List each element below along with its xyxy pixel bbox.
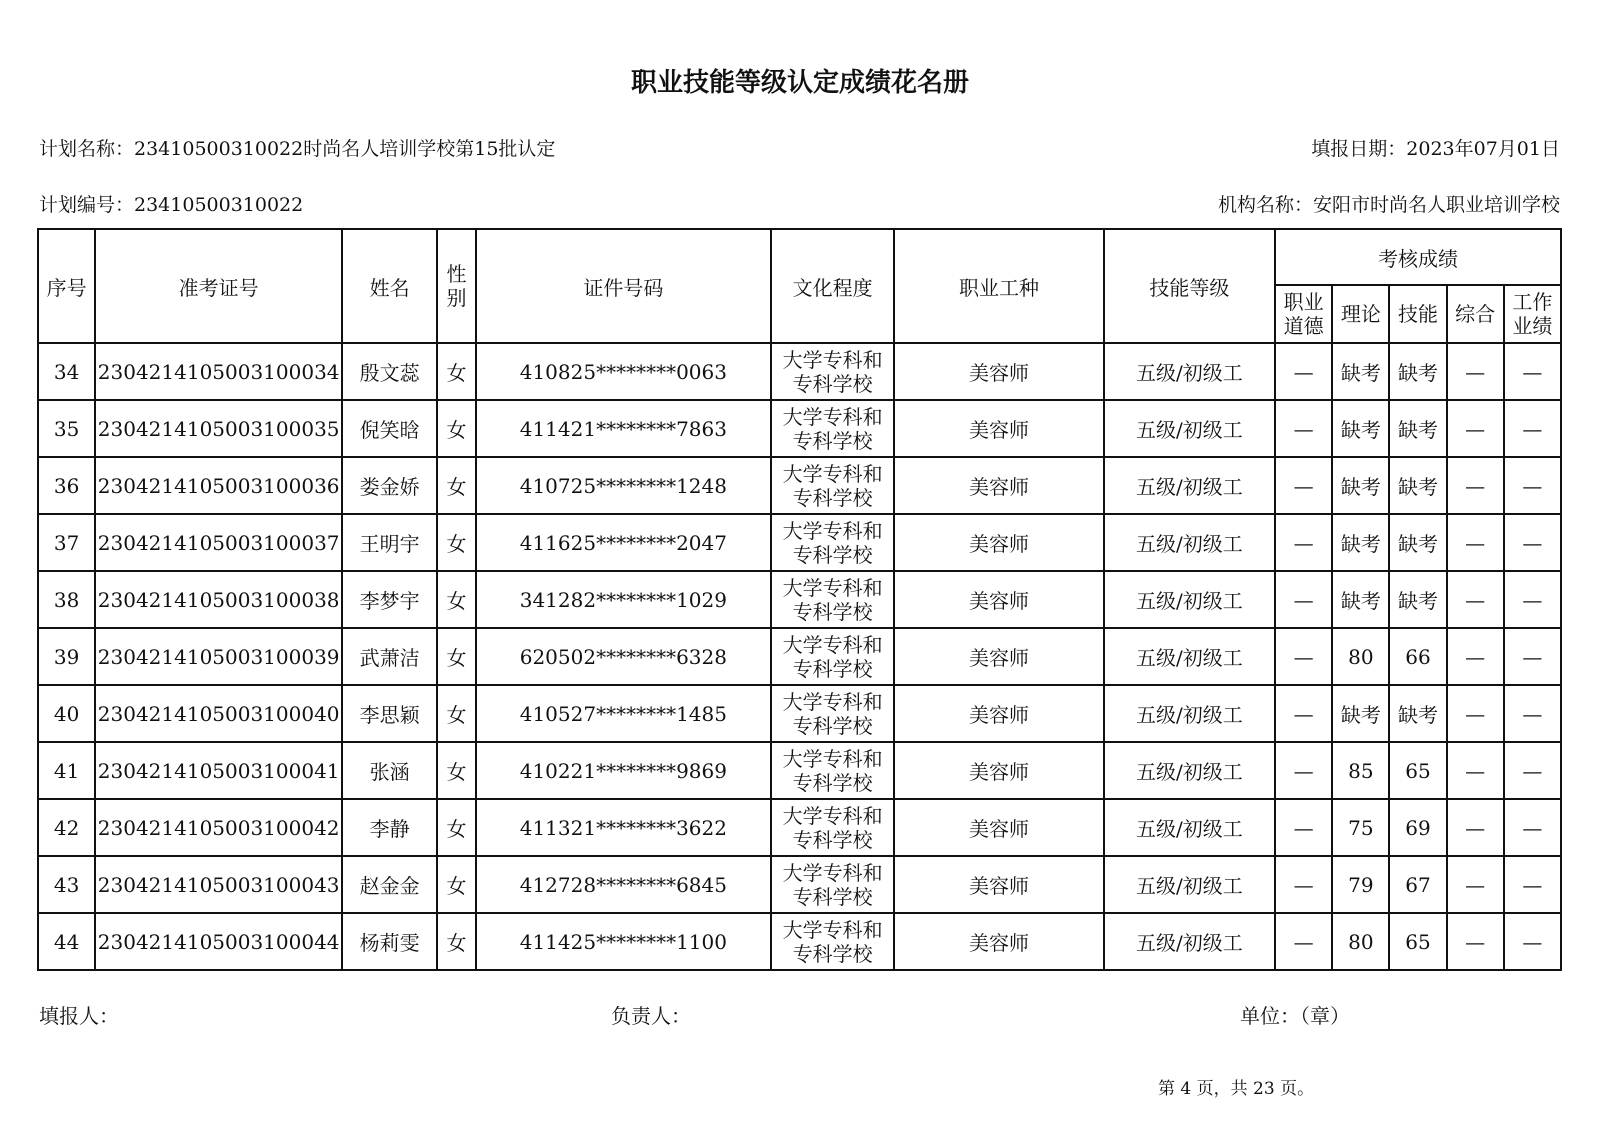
cell-skill: 65 [1389, 913, 1446, 970]
table-row [38, 400, 1561, 457]
cell-name: 娄金娇 [342, 457, 437, 514]
cell-skill: 65 [1389, 742, 1446, 799]
cell-skill-level: 五级/初级工 [1104, 343, 1275, 400]
cell-skill: 66 [1389, 628, 1446, 685]
cell-overall: — [1447, 799, 1504, 856]
cell-overall: — [1447, 856, 1504, 913]
cell-skill-level: 五级/初级工 [1104, 913, 1275, 970]
table-row [38, 628, 1561, 685]
cell-work: — [1504, 343, 1561, 400]
header-skill-level: 技能等级 [1104, 229, 1275, 343]
header-work [1504, 285, 1561, 343]
education-line-2: 专科学校 [792, 599, 873, 624]
cell-theory: 79 [1332, 856, 1389, 913]
cell-seq: 36 [38, 457, 95, 514]
header-seq: 序号 [38, 229, 95, 343]
cell-education [771, 742, 895, 799]
cell-id-number: 411421********7863 [476, 400, 771, 457]
header-gender [437, 229, 476, 343]
cell-occupation: 美容师 [894, 742, 1103, 799]
cell-exam-id: 2304214105003100036 [95, 457, 342, 514]
cell-overall: — [1447, 628, 1504, 685]
cell-gender: 女 [437, 343, 476, 400]
cell-theory: 80 [1332, 913, 1389, 970]
header-skill: 技能 [1389, 285, 1446, 343]
cell-id-number: 410221********9869 [476, 742, 771, 799]
cell-education [771, 514, 895, 571]
cell-skill-level: 五级/初级工 [1104, 628, 1275, 685]
cell-id-number: 412728********6845 [476, 856, 771, 913]
cell-id-number: 410527********1485 [476, 685, 771, 742]
filler-label: 填报人： [39, 1004, 119, 1028]
cell-skill-level: 五级/初级工 [1104, 799, 1275, 856]
page-number: 第 4 页，共 23 页。 [1158, 1079, 1315, 1099]
education-line-1: 大学专科和 [782, 860, 883, 885]
cell-skill-level: 五级/初级工 [1104, 514, 1275, 571]
cell-exam-id: 2304214105003100041 [95, 742, 342, 799]
header-education: 文化程度 [771, 229, 895, 343]
header-name: 姓名 [342, 229, 437, 343]
cell-ethics: — [1275, 457, 1332, 514]
cell-work: — [1504, 913, 1561, 970]
cell-overall: — [1447, 685, 1504, 742]
header-gender-line2: 别 [446, 286, 467, 310]
cell-seq: 43 [38, 856, 95, 913]
cell-education [771, 571, 895, 628]
cell-occupation: 美容师 [894, 400, 1103, 457]
table-row [38, 799, 1561, 856]
cell-name: 杨莉雯 [342, 913, 437, 970]
cell-skill-level: 五级/初级工 [1104, 742, 1275, 799]
cell-work: — [1504, 457, 1561, 514]
table-row [38, 343, 1561, 400]
cell-occupation: 美容师 [894, 685, 1103, 742]
cell-skill-level: 五级/初级工 [1104, 400, 1275, 457]
cell-education [771, 457, 895, 514]
table-row [38, 913, 1561, 970]
cell-name: 赵金金 [342, 856, 437, 913]
cell-ethics: — [1275, 400, 1332, 457]
cell-seq: 41 [38, 742, 95, 799]
cell-gender: 女 [437, 685, 476, 742]
organization-name: 机构名称：安阳市时尚名人职业培训学校 [1217, 194, 1560, 216]
header-row [38, 229, 1561, 285]
cell-id-number: 411425********1100 [476, 913, 771, 970]
education-line-1: 大学专科和 [782, 803, 883, 828]
cell-gender: 女 [437, 913, 476, 970]
header-ethics-line2: 道德 [1283, 314, 1324, 338]
cell-seq: 44 [38, 913, 95, 970]
education-line-1: 大学专科和 [782, 917, 883, 942]
cell-occupation: 美容师 [894, 799, 1103, 856]
cell-work: — [1504, 571, 1561, 628]
cell-gender: 女 [437, 742, 476, 799]
education-line-1: 大学专科和 [782, 461, 883, 486]
cell-education [771, 856, 895, 913]
cell-exam-id: 2304214105003100034 [95, 343, 342, 400]
header-ethics-line1: 职业 [1283, 290, 1324, 314]
cell-name: 武萧洁 [342, 628, 437, 685]
cell-overall: — [1447, 571, 1504, 628]
cell-id-number: 341282********1029 [476, 571, 771, 628]
cell-ethics: — [1275, 913, 1332, 970]
cell-skill-level: 五级/初级工 [1104, 685, 1275, 742]
header-scores: 考核成绩 [1275, 229, 1561, 285]
cell-exam-id: 2304214105003100040 [95, 685, 342, 742]
manager-label: 负责人： [611, 1004, 691, 1028]
cell-name: 李思颖 [342, 685, 437, 742]
cell-exam-id: 2304214105003100039 [95, 628, 342, 685]
education-line-1: 大学专科和 [782, 746, 883, 771]
cell-education [771, 799, 895, 856]
education-line-1: 大学专科和 [782, 632, 883, 657]
cell-ethics: — [1275, 742, 1332, 799]
education-line-2: 专科学校 [792, 371, 873, 396]
table-row [38, 571, 1561, 628]
cell-seq: 37 [38, 514, 95, 571]
cell-skill-level: 五级/初级工 [1104, 571, 1275, 628]
education-line-2: 专科学校 [792, 428, 873, 453]
header-gender-line1: 性 [446, 262, 467, 286]
cell-seq: 39 [38, 628, 95, 685]
cell-seq: 35 [38, 400, 95, 457]
plan-number: 计划编号：23410500310022 [39, 194, 304, 216]
cell-gender: 女 [437, 400, 476, 457]
table-row [38, 742, 1561, 799]
cell-ethics: — [1275, 856, 1332, 913]
cell-work: — [1504, 400, 1561, 457]
header-occupation: 职业工种 [894, 229, 1103, 343]
cell-gender: 女 [437, 799, 476, 856]
cell-occupation: 美容师 [894, 571, 1103, 628]
cell-skill: 缺考 [1389, 343, 1446, 400]
cell-name: 李静 [342, 799, 437, 856]
cell-skill: 缺考 [1389, 571, 1446, 628]
cell-work: — [1504, 628, 1561, 685]
cell-occupation: 美容师 [894, 913, 1103, 970]
table-row [38, 856, 1561, 913]
header-id-number: 证件号码 [476, 229, 771, 343]
education-line-2: 专科学校 [792, 941, 873, 966]
cell-occupation: 美容师 [894, 514, 1103, 571]
cell-work: — [1504, 514, 1561, 571]
cell-exam-id: 2304214105003100044 [95, 913, 342, 970]
cell-skill: 69 [1389, 799, 1446, 856]
cell-id-number: 411625********2047 [476, 514, 771, 571]
cell-skill: 缺考 [1389, 457, 1446, 514]
cell-overall: — [1447, 457, 1504, 514]
cell-ethics: — [1275, 799, 1332, 856]
cell-education [771, 343, 895, 400]
cell-education [771, 913, 895, 970]
header-exam-id: 准考证号 [95, 229, 342, 343]
cell-name: 王明宇 [342, 514, 437, 571]
cell-gender: 女 [437, 457, 476, 514]
cell-theory: 缺考 [1332, 571, 1389, 628]
cell-ethics: — [1275, 343, 1332, 400]
header-overall: 综合 [1447, 285, 1504, 343]
cell-work: — [1504, 799, 1561, 856]
cell-occupation: 美容师 [894, 457, 1103, 514]
cell-id-number: 410825********0063 [476, 343, 771, 400]
roster-body [38, 343, 1561, 970]
cell-skill: 缺考 [1389, 514, 1446, 571]
education-line-2: 专科学校 [792, 884, 873, 909]
cell-skill: 缺考 [1389, 400, 1446, 457]
cell-education [771, 400, 895, 457]
cell-theory: 75 [1332, 799, 1389, 856]
cell-education [771, 628, 895, 685]
education-line-1: 大学专科和 [782, 575, 883, 600]
education-line-2: 专科学校 [792, 770, 873, 795]
cell-occupation: 美容师 [894, 343, 1103, 400]
cell-theory: 缺考 [1332, 400, 1389, 457]
cell-name: 倪笑晗 [342, 400, 437, 457]
education-line-2: 专科学校 [792, 713, 873, 738]
table-row [38, 457, 1561, 514]
cell-theory: 缺考 [1332, 457, 1389, 514]
cell-occupation: 美容师 [894, 628, 1103, 685]
cell-theory: 80 [1332, 628, 1389, 685]
cell-exam-id: 2304214105003100038 [95, 571, 342, 628]
education-line-1: 大学专科和 [782, 689, 883, 714]
education-line-1: 大学专科和 [782, 518, 883, 543]
cell-overall: — [1447, 913, 1504, 970]
cell-exam-id: 2304214105003100035 [95, 400, 342, 457]
header-theory: 理论 [1332, 285, 1389, 343]
cell-exam-id: 2304214105003100043 [95, 856, 342, 913]
cell-work: — [1504, 685, 1561, 742]
cell-gender: 女 [437, 628, 476, 685]
cell-work: — [1504, 742, 1561, 799]
table-row [38, 514, 1561, 571]
plan-name: 计划名称：23410500310022时尚名人培训学校第15批认定 [39, 138, 556, 160]
cell-seq: 34 [38, 343, 95, 400]
score-roster-table [37, 228, 1562, 971]
cell-theory: 85 [1332, 742, 1389, 799]
cell-seq: 40 [38, 685, 95, 742]
cell-name: 李梦宇 [342, 571, 437, 628]
cell-skill-level: 五级/初级工 [1104, 856, 1275, 913]
cell-exam-id: 2304214105003100037 [95, 514, 342, 571]
cell-overall: — [1447, 400, 1504, 457]
education-line-1: 大学专科和 [782, 404, 883, 429]
cell-id-number: 620502********6328 [476, 628, 771, 685]
cell-exam-id: 2304214105003100042 [95, 799, 342, 856]
cell-id-number: 411321********3622 [476, 799, 771, 856]
header-work-line1: 工作 [1512, 290, 1553, 314]
cell-name: 张涵 [342, 742, 437, 799]
cell-overall: — [1447, 742, 1504, 799]
page-title: 职业技能等级认定成绩花名册 [630, 68, 969, 98]
cell-seq: 42 [38, 799, 95, 856]
cell-skill: 67 [1389, 856, 1446, 913]
education-line-2: 专科学校 [792, 542, 873, 567]
cell-overall: — [1447, 514, 1504, 571]
cell-work: — [1504, 856, 1561, 913]
cell-gender: 女 [437, 571, 476, 628]
cell-gender: 女 [437, 514, 476, 571]
education-line-2: 专科学校 [792, 827, 873, 852]
cell-theory: 缺考 [1332, 514, 1389, 571]
education-line-2: 专科学校 [792, 656, 873, 681]
cell-ethics: — [1275, 685, 1332, 742]
education-line-1: 大学专科和 [782, 347, 883, 372]
cell-overall: — [1447, 343, 1504, 400]
table-row [38, 685, 1561, 742]
cell-ethics: — [1275, 628, 1332, 685]
cell-name: 殷文蕊 [342, 343, 437, 400]
header-ethics [1275, 285, 1332, 343]
education-line-2: 专科学校 [792, 485, 873, 510]
cell-ethics: — [1275, 571, 1332, 628]
cell-skill: 缺考 [1389, 685, 1446, 742]
header-work-line2: 业绩 [1512, 314, 1553, 338]
cell-occupation: 美容师 [894, 856, 1103, 913]
cell-ethics: — [1275, 514, 1332, 571]
cell-theory: 缺考 [1332, 343, 1389, 400]
report-date: 填报日期：2023年07月01日 [1311, 138, 1560, 160]
cell-seq: 38 [38, 571, 95, 628]
cell-theory: 缺考 [1332, 685, 1389, 742]
cell-skill-level: 五级/初级工 [1104, 457, 1275, 514]
cell-education [771, 685, 895, 742]
cell-id-number: 410725********1248 [476, 457, 771, 514]
cell-gender: 女 [437, 856, 476, 913]
unit-seal-label: 单位：（章） [1240, 1004, 1350, 1028]
